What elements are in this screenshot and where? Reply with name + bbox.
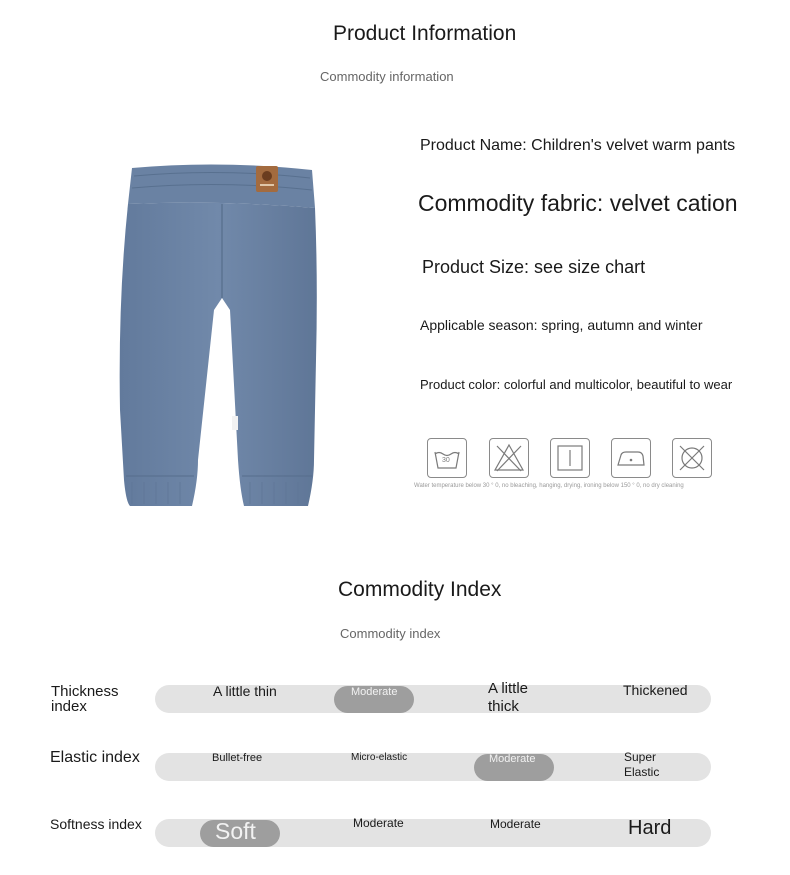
thickness-label: Thickness index — [51, 683, 119, 715]
softness-level-4: Hard — [628, 817, 672, 839]
elastic-level-3: Moderate — [489, 753, 536, 765]
spec-size: Product Size: see size chart — [422, 257, 646, 277]
elastic-level-2: Micro-elastic — [351, 752, 408, 763]
wash-temp-label: 30 — [442, 457, 450, 464]
wash-30-icon — [427, 438, 467, 478]
spec-product-name: Product Name: Children's velvet warm pants — [420, 137, 736, 154]
spec-color: Product color: colorful and multicolor, beautiful to wear — [420, 377, 733, 392]
elastic-level-1: Bullet-free — [212, 752, 263, 764]
page-title: Product Information — [333, 22, 517, 45]
index-subtitle: Commodity index — [340, 626, 441, 641]
elastic-level-4: Super Elastic — [624, 750, 660, 779]
thickness-level-2: Moderate — [351, 686, 398, 698]
no-dry-clean-icon — [672, 438, 712, 478]
no-bleach-icon — [489, 438, 529, 478]
thickness-level-4: Thickened — [623, 682, 688, 698]
iron-low-icon — [611, 438, 651, 478]
thickness-level-3: A little thick — [488, 680, 529, 715]
index-title: Commodity Index — [338, 578, 502, 601]
softness-label: Softness index — [50, 816, 142, 832]
page-subtitle: Commodity information — [320, 69, 454, 84]
pants-image — [110, 160, 330, 510]
thickness-level-1: A little thin — [213, 683, 277, 699]
hang-dry-icon — [550, 438, 590, 478]
softness-level-1: Soft — [215, 818, 256, 844]
softness-level-2: Moderate — [353, 816, 404, 830]
spec-season: Applicable season: spring, autumn and winter — [420, 317, 703, 333]
elastic-label: Elastic index — [50, 749, 140, 766]
spec-fabric: Commodity fabric: velvet cation — [418, 190, 738, 216]
care-caption: Water temperature below 30 ° 0, no bleaching, hanging, drying, ironing below 150 ° 0, no dry cleaning — [414, 483, 684, 489]
softness-level-3: Moderate — [490, 817, 541, 831]
